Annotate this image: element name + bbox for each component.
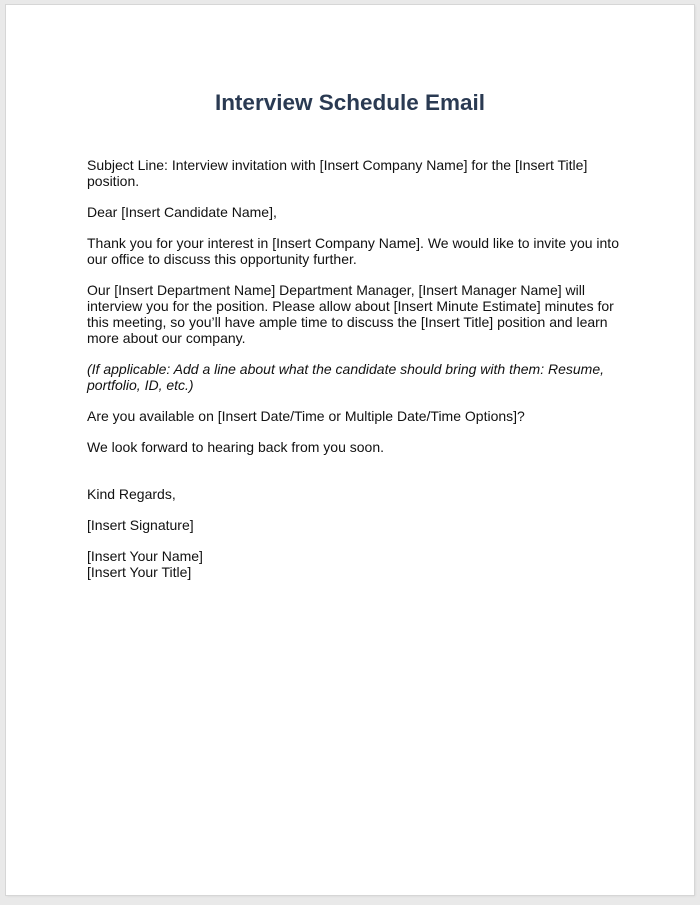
document-page <box>6 5 694 895</box>
paragraph-invitation: Thank you for your interest in [Insert Company Name]. We would like to invite you into our office to discuss this opportunity further. <box>87 235 619 267</box>
paragraph-interview-details: Our [Insert Department Name] Department Manager, [Insert Manager Name] will interview you for the position. Please allow about [Insert Minute Estimate] minutes for this meeting, so you’ll have ample time to discuss the [Insert Title] position and learn more about our company. <box>87 282 614 346</box>
signature: [Insert Signature] <box>87 517 194 533</box>
greeting: Dear [Insert Candidate Name], <box>87 204 277 220</box>
sender-block <box>87 548 627 580</box>
closing-line: We look forward to hearing back from you soon. <box>87 439 385 455</box>
sender-name: [Insert Your Name] <box>87 548 203 564</box>
subject-line: Subject Line: Interview invitation with [Insert Company Name] for the [Insert Title] position. <box>87 157 588 189</box>
sender-title: [Insert Your Title] <box>87 564 192 580</box>
document-title: Interview Schedule Email <box>214 90 486 115</box>
email-body <box>87 157 627 595</box>
availability-question: Are you available on [Insert Date/Time or Multiple Date/Time Options]? <box>87 408 525 424</box>
note-what-to-bring: (If applicable: Add a line about what the candidate should bring with them: Resume, portfolio, ID, etc.) <box>87 361 605 393</box>
sign-off: Kind Regards, <box>87 486 176 502</box>
